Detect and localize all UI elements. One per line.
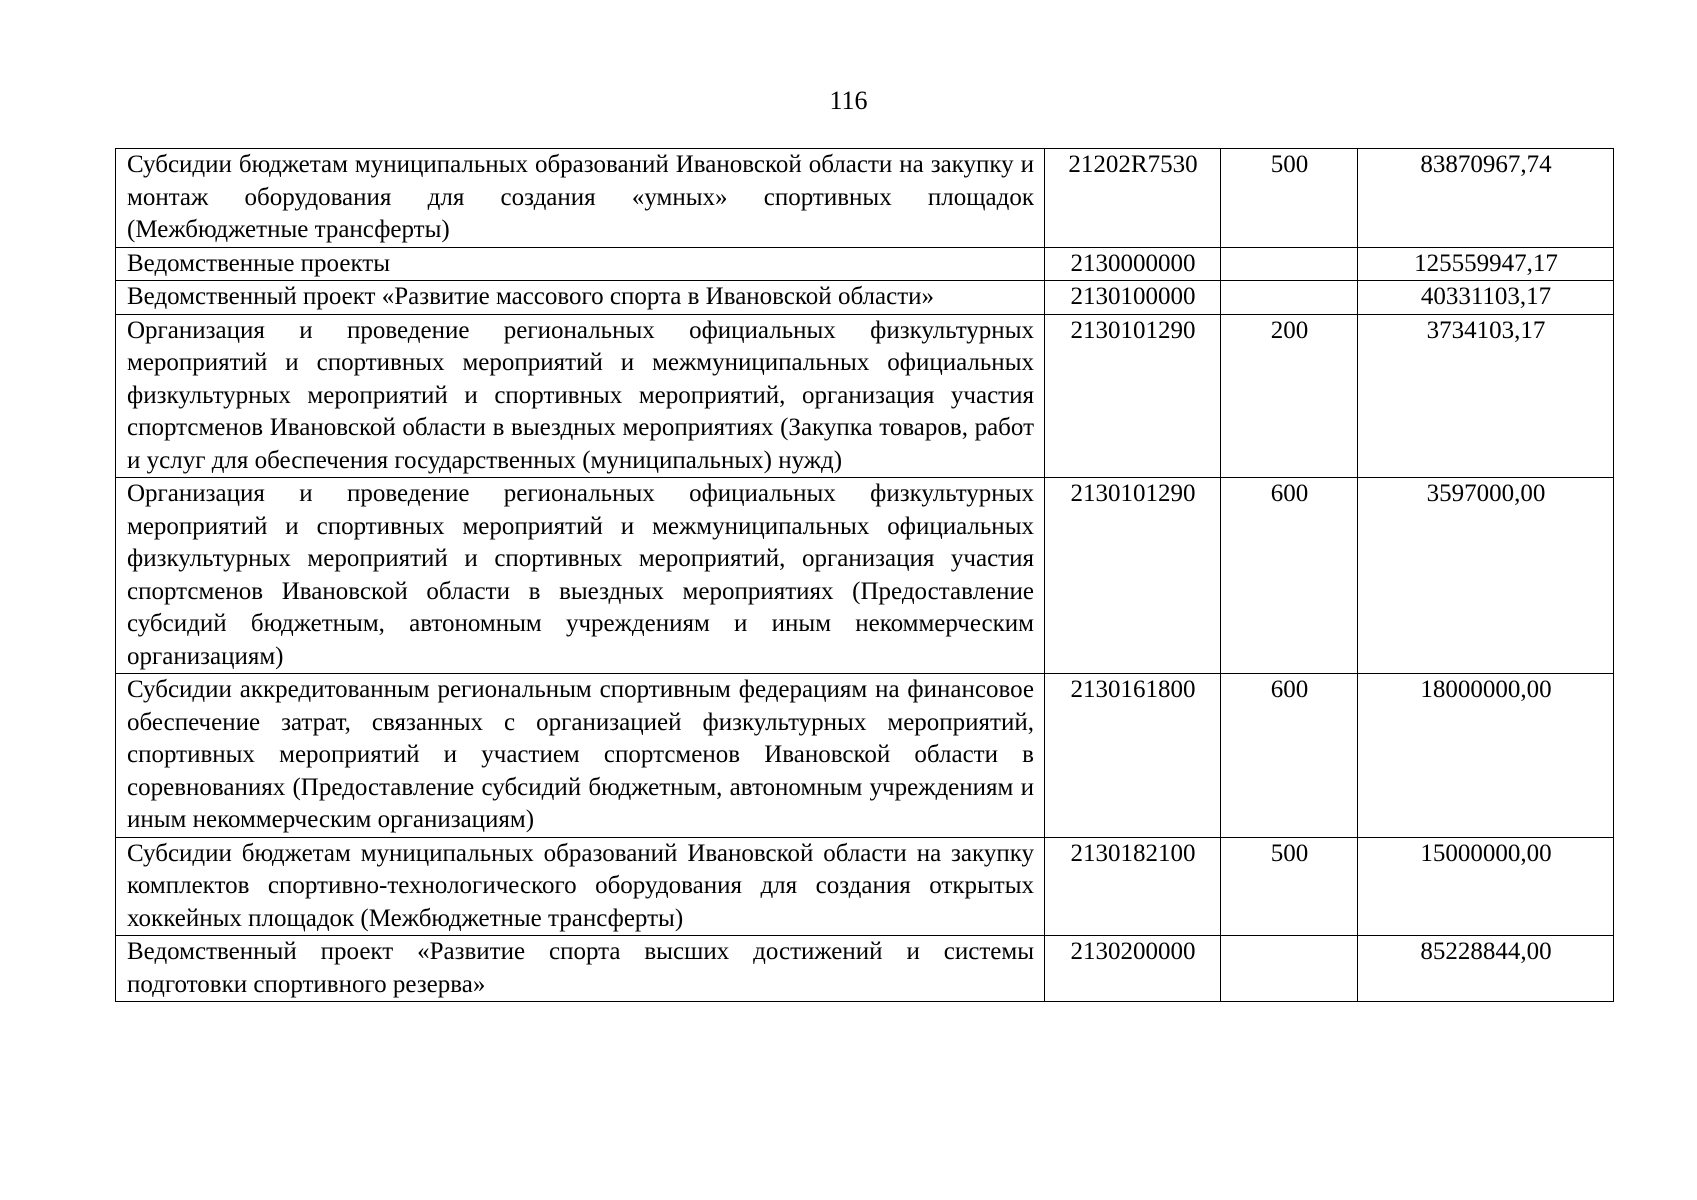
budget-table [115,148,1614,1002]
row-expense-type [1221,247,1358,281]
row-amount: 3597000,00 [1358,478,1614,674]
table-row [116,478,1614,674]
row-code: 2130000000 [1045,247,1221,281]
row-description: Ведомственный проект «Развитие массового спорта в Ивановской области» [116,281,1045,315]
row-amount: 3734103,17 [1358,314,1614,478]
row-amount: 83870967,74 [1358,149,1614,248]
row-description: Субсидии бюджетам муниципальных образований Ивановской области на закупку комплектов спортивно-технологического оборудования для создания открытых хоккейных площадок (Межбюджетные трансферты) [116,837,1045,936]
row-description: Организация и проведение региональных официальных физкультурных мероприятий и спортивных мероприятий и межмуниципальных официальных физкультурных мероприятий и спортивных мероприятий, организация участия спортсменов Ивановской области в выездных мероприятиях (Предоставление субсидий бюджетным, автономным учреждениям и иным некоммерческим организациям) [116,478,1045,674]
row-description: Ведомственные проекты [116,247,1045,281]
table-row [116,936,1614,1002]
table-row [116,837,1614,936]
row-amount: 40331103,17 [1358,281,1614,315]
row-code: 2130200000 [1045,936,1221,1002]
row-description: Субсидии бюджетам муниципальных образований Ивановской области на закупку и монтаж оборудования для создания «умных» спортивных площадок (Межбюджетные трансферты) [116,149,1045,248]
table-row [116,281,1614,315]
row-amount: 15000000,00 [1358,837,1614,936]
row-code: 2130101290 [1045,314,1221,478]
row-code: 2130100000 [1045,281,1221,315]
row-code: 2130182100 [1045,837,1221,936]
row-code: 21202R7530 [1045,149,1221,248]
row-description: Организация и проведение региональных официальных физкультурных мероприятий и спортивных мероприятий и межмуниципальных официальных физкультурных мероприятий и спортивных мероприятий, организация участия спортсменов Ивановской области в выездных мероприятиях (Закупка товаров, работ и услуг для обеспечения государственных (муниципальных) нужд) [116,314,1045,478]
row-description: Ведомственный проект «Развитие спорта высших достижений и системы подготовки спортивного резерва» [116,936,1045,1002]
row-expense-type: 600 [1221,478,1358,674]
table-row [116,674,1614,838]
row-expense-type: 500 [1221,837,1358,936]
row-code: 2130101290 [1045,478,1221,674]
row-expense-type: 600 [1221,674,1358,838]
table-row [116,149,1614,248]
row-expense-type: 500 [1221,149,1358,248]
table-row [116,247,1614,281]
row-expense-type [1221,281,1358,315]
row-amount: 18000000,00 [1358,674,1614,838]
row-amount: 125559947,17 [1358,247,1614,281]
page-number: 116 [829,86,868,115]
row-description: Субсидии аккредитованным региональным спортивным федерациям на финансовое обеспечение затрат, связанных с организацией физкультурных мероприятий, спортивных мероприятий и участием спортсменов Ивановской области в соревнованиях (Предоставление субсидий бюджетным, автономным учреждениям и иным некоммерческим организациям) [116,674,1045,838]
table-row [116,314,1614,478]
row-expense-type [1221,936,1358,1002]
row-expense-type: 200 [1221,314,1358,478]
row-amount: 85228844,00 [1358,936,1614,1002]
row-code: 2130161800 [1045,674,1221,838]
